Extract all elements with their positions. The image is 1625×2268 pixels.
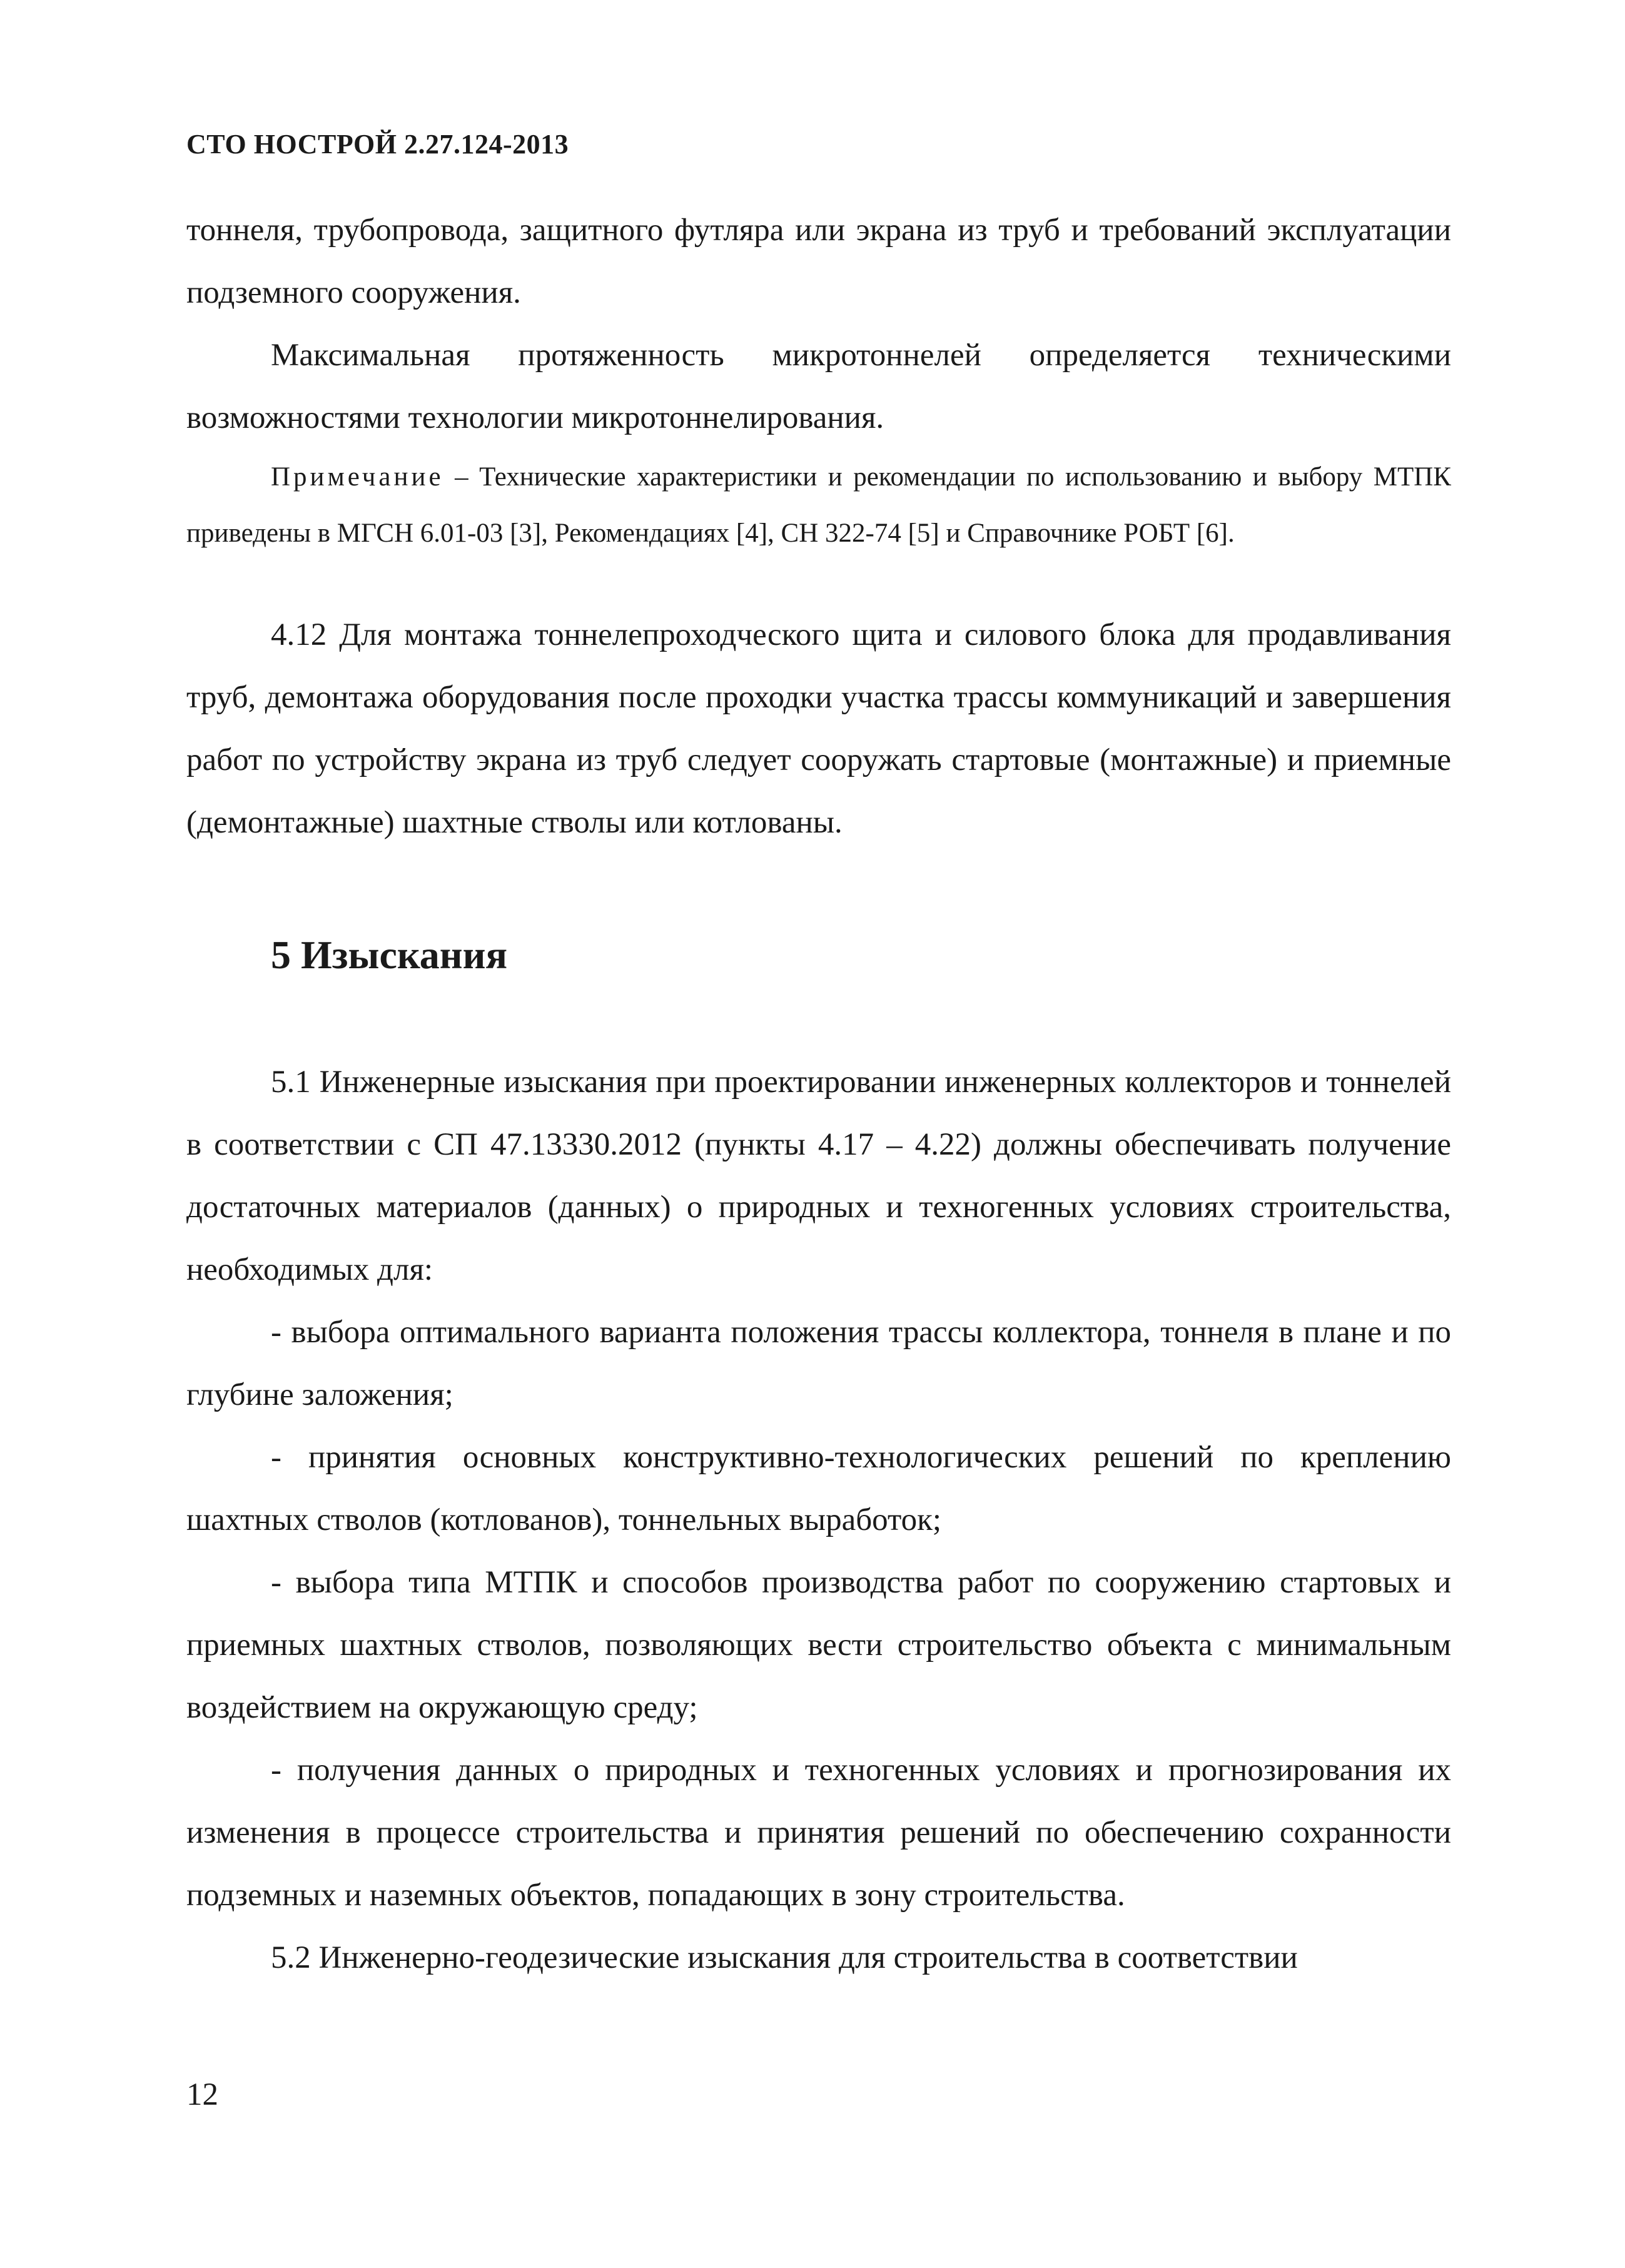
list-item-design-decisions: - принятия основных конструктивно-технологических решений по креплению шахтных стволов (котлованов), тоннельных выработок;: [186, 1440, 1451, 1537]
list-item-route-selection: - выбора оптимального варианта положения трассы коллектора, тоннеля в плане и по глубине заложения;: [186, 1315, 1451, 1412]
note-text: – Технические характеристики и рекомендации по использованию и выбору МТПК приведены в МГСН 6.01-03 [3], Рекомендациях [4], СН 322-74 [5] и Справочнике РОБТ [6].: [186, 462, 1451, 548]
page-number: 12: [186, 2077, 218, 2112]
paragraph-4-12: 4.12 Для монтажа тоннелепроходческого щита и силового блока для продавливания труб, демонтажа оборудования после проходки участка трассы коммуникаций и завершения работ по устройству экрана из труб следует сооружать стартовые (монтажные) и приемные (демонтажные) шахтные стволы или котлованы.: [186, 617, 1451, 840]
list-item-mtpk-selection: - выбора типа МТПК и способов производства работ по сооружению стартовых и приемных шахтных стволов, позволяющих вести строительство объекта с минимальным воздействием на окружающую среду;: [186, 1565, 1451, 1725]
note-label: Примечание: [271, 462, 444, 492]
section-title: 5 Изыскания: [271, 933, 508, 977]
note-paragraph: [186, 449, 1451, 562]
paragraph-5-1: 5.1 Инженерные изыскания при проектировании инженерных коллекторов и тоннелей в соответствии с СП 47.13330.2012 (пункты 4.17 – 4.22) должны обеспечивать получение достаточных материалов (данных) о природных и техногенных условиях строительства, необходимых для:: [186, 1065, 1451, 1287]
paragraph-5-2: 5.2 Инженерно-геодезические изыскания для строительства в соответствии: [271, 1940, 1298, 1975]
document-header-code: СТО НОСТРОЙ 2.27.124-2013: [186, 129, 569, 159]
paragraph-max-length: Максимальная протяженность микротоннелей определяется техническими возможностями технологии микротоннелирования.: [186, 338, 1451, 435]
list-item-data-forecast: - получения данных о природных и техногенных условиях и прогнозирования их изменения в процессе строительства и принятия решений по обеспечению сохранности подземных и наземных объектов, попадающих в зону строительства.: [186, 1753, 1451, 1913]
paragraph-continuation: тоннеля, трубопровода, защитного футляра или экрана из труб и требований эксплуатации подземного сооружения.: [186, 213, 1451, 310]
